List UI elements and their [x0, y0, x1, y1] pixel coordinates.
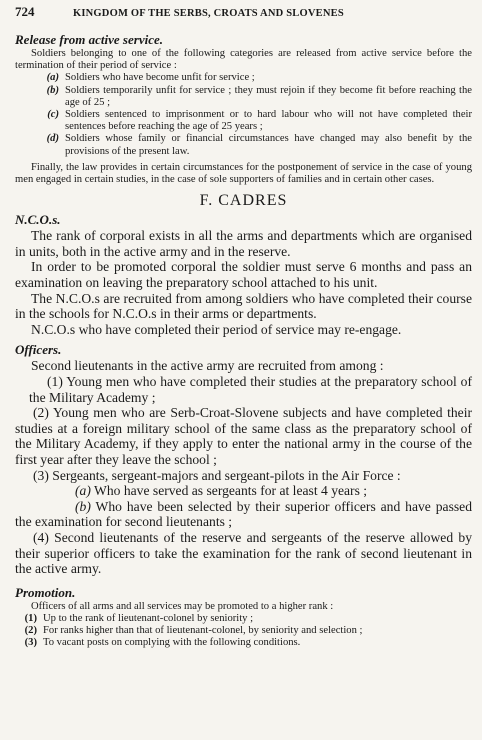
officers-item	[15, 374, 472, 405]
officers-item	[15, 405, 472, 467]
promotion-title: Promotion.	[15, 584, 76, 600]
item-text: Second lieutenants of the reserve and sergeants of the reserve allowed by their superior officers to take the examination for the rank of second lieutenant in the active army.	[15, 529, 472, 577]
release-item	[39, 72, 472, 84]
release-intro: Soldiers belonging to one of the following categories are released from active service before the termination of their period of service :	[15, 48, 472, 72]
officers-title: Officers.	[15, 342, 62, 358]
item-label: (2)	[33, 405, 49, 421]
release-finally: Finally, the law provides in certain circumstances for the postponement of service in the case of young men engaged in certain studies, in the case of sole supporters of families and in certain other cases.	[15, 161, 472, 186]
item-text: For ranks higher than that of lieutenant-colonel, by seniority and selection ;	[43, 625, 363, 637]
item-text: Young men who have completed their studies at the preparatory school of the Military Academy ;	[29, 373, 472, 405]
officers-item	[15, 468, 472, 484]
item-label: (d)	[46, 133, 59, 145]
item-text: Soldiers temporarily unfit for service ; they must rejoin if they become fit before reaching the age of 25 ;	[65, 84, 472, 108]
release-title: Release from active service.	[15, 32, 163, 47]
item-label: (a)	[75, 483, 91, 499]
release-item	[39, 85, 472, 109]
running-head: KINGDOM OF THE SERBS, CROATS AND SLOVENES	[73, 8, 344, 19]
item-label: (b)	[46, 84, 59, 96]
nco-paragraph: In order to be promoted corporal the soldier must serve 6 months and pass an examination on leaving the preparatory school attached to his unit.	[15, 259, 472, 291]
item-text: To vacant posts on complying with the following conditions.	[43, 637, 301, 649]
nco-paragraph: The N.C.O.s are recruited from among soldiers who have completed their course in the schools for N.C.O.s in their arms or departments.	[15, 290, 472, 322]
page-header	[15, 4, 472, 24]
item-label: (1)	[24, 612, 37, 624]
release-item	[39, 133, 472, 157]
item-text: Young men who are Serb-Croat-Slovene subjects and have completed their studies at a foreign military school of the same class as the preparatory school of the Military Academy, if they apply to enter the national army in the course of the first year after they leave the school ;	[15, 405, 472, 467]
nco-title: N.C.O.s.	[15, 212, 61, 228]
page-number: 724	[15, 4, 35, 19]
promotion-item	[17, 625, 472, 637]
item-label: (c)	[47, 109, 59, 121]
item-text: Soldiers who have become unfit for service ;	[65, 72, 255, 84]
promotion-list	[15, 613, 472, 650]
promotion-item	[17, 613, 472, 625]
release-list	[15, 72, 472, 157]
item-label: (a)	[46, 72, 59, 84]
officers-intro: Second lieutenants in the active army are recruited from among :	[31, 358, 384, 374]
item-label: (3)	[33, 467, 49, 483]
item-text: Soldiers sentenced to imprisonment or to hard labour who will not have completed their sentences before reaching the age of 25 years ;	[65, 109, 472, 133]
item-text: Who have been selected by their superior officers and have passed the examination for second lieutenants ;	[15, 498, 472, 530]
item-label: (2)	[24, 625, 37, 637]
item-text: Soldiers whose family or financial circumstances have changed may also benefit by the provisions of the present law.	[65, 133, 472, 157]
item-label: (b)	[75, 498, 91, 514]
officers-subitem	[15, 483, 472, 499]
item-label: (3)	[24, 637, 37, 649]
officers-subitem	[15, 499, 472, 530]
section-heading: F. CADRES	[199, 192, 288, 210]
item-text: Who have served as sergeants for at least 4 years ;	[94, 483, 368, 499]
nco-paragraph: The rank of corporal exists in all the arms and departments which are organised in units, both in the active army and in the reserve.	[15, 228, 472, 259]
item-text: Sergeants, sergeant-majors and sergeant-pilots in the Air Force :	[52, 467, 401, 483]
item-label: (4)	[33, 529, 49, 545]
promotion-intro: Officers of all arms and all services may be promoted to a higher rank :	[31, 600, 334, 612]
item-label: (1)	[47, 373, 63, 389]
promotion-item	[17, 637, 472, 649]
item-text: Up to the rank of lieutenant-colonel by seniority ;	[43, 612, 254, 624]
nco-paragraph: N.C.O.s who have completed their period of service may re-engage.	[31, 321, 402, 337]
release-item	[39, 109, 472, 133]
officers-item	[15, 530, 472, 577]
